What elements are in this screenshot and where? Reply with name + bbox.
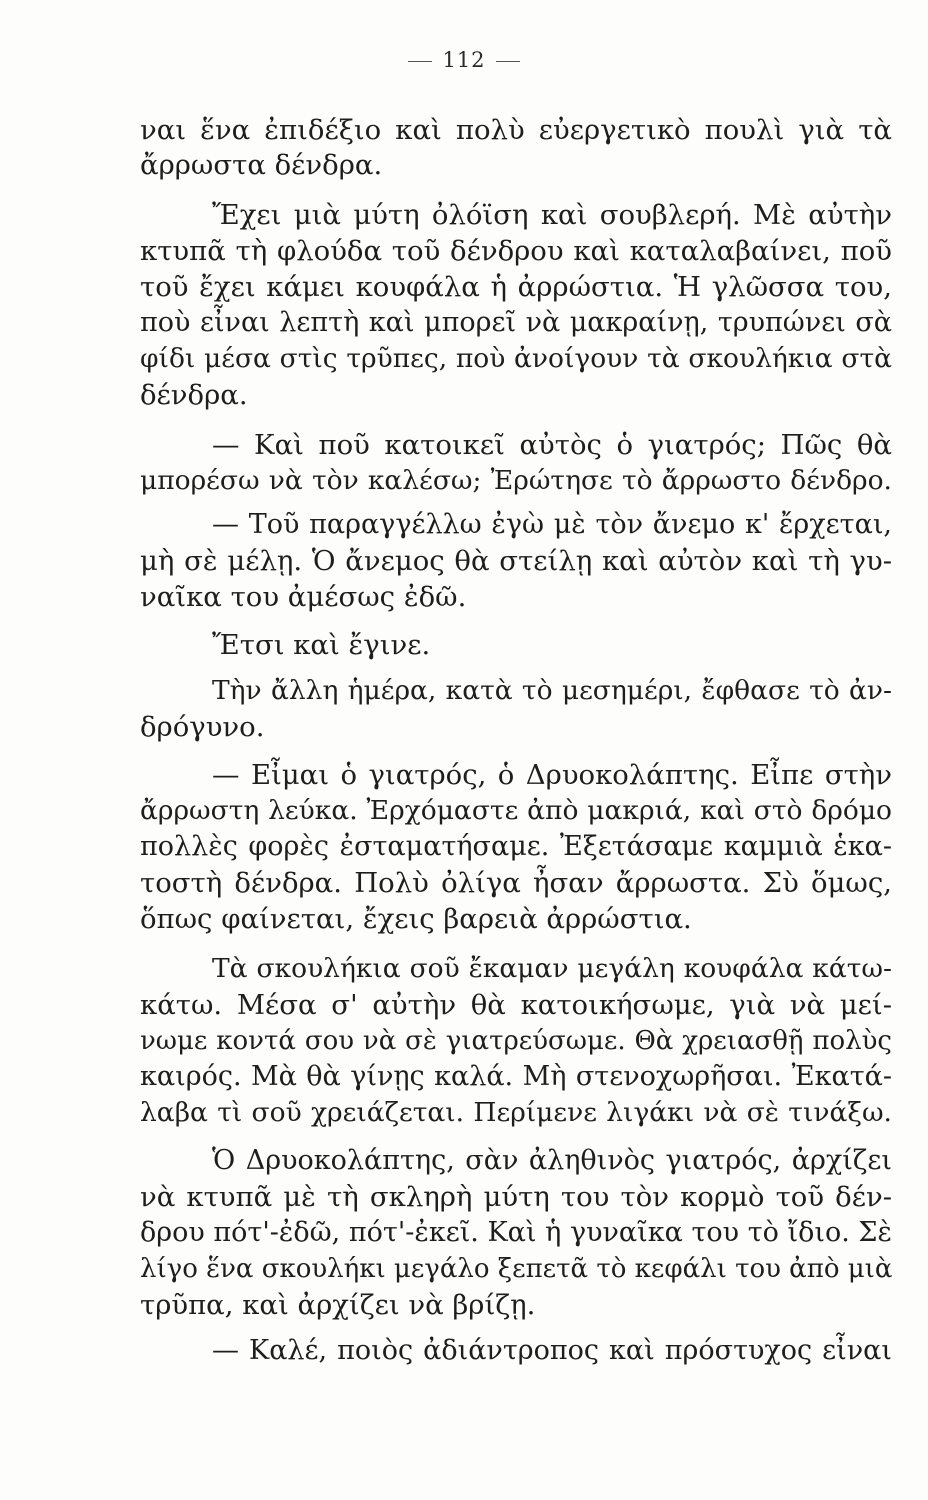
- text-line: καιρός. Μὰ θὰ γίνῃς καλά. Μὴ στενοχωρῆσαι. Ἐκατά-: [140, 1061, 892, 1092]
- text-line: — Εἶμαι ὁ γιατρός, ὁ Δρυοκολάπτης. Εἶπε στὴν: [212, 759, 892, 791]
- text-line: δρου πότ'-ἐδῶ, πότ'-ἐκεῖ. Καὶ ἡ γυναῖκα του τὸ ἴδιο. Σὲ: [140, 1217, 892, 1248]
- text-line: κτυπᾶ τὴ φλούδα τοῦ δένδρου καὶ καταλαβαίνει, ποῦ: [140, 235, 892, 267]
- page-number: 112: [442, 48, 486, 72]
- text-line: λίγο ἕνα σκουλήκι μεγάλο ξεπετᾶ τὸ κεφάλι του ἀπὸ μιὰ: [140, 1254, 893, 1284]
- text-line: κάτω. Μέσα σ' αὐτὴν θὰ κατοικήσωμε, γιὰ νὰ μεί-: [140, 989, 892, 1021]
- text-line: πολλὲς φορὲς ἐσταματήσαμε. Ἐξετάσαμε καμμιὰ ἑκα-: [140, 831, 892, 862]
- text-line: — Καὶ ποῦ κατοικεῖ αὐτὸς ὁ γιατρός; Πῶς θὰ: [212, 429, 892, 461]
- text-line: δρόγυνο.: [140, 711, 265, 743]
- text-line: τοῦ ἔχει κάμει κουφάλα ἡ ἀρρώστια. Ἡ γλῶσσα του,: [140, 271, 892, 303]
- text-line: — Καλέ, ποιὸς ἀδιάντροπος καὶ πρόστυχος εἶναι: [212, 1335, 892, 1366]
- text-line: ποὺ εἶναι λεπτὴ καὶ μπορεῖ νὰ μακραίνῃ, τρυπώνει σὰ: [140, 307, 892, 338]
- text-line: φίδι μέσα στὶς τρῦπες, ποὺ ἀνοίγουν τὰ σκουλήκια στὰ: [140, 343, 892, 374]
- text-line: τρῦπα, καὶ ἀρχίζει νὰ βρίζῃ.: [140, 1289, 536, 1321]
- text-line: νωμε κοντά σου νὰ σὲ γιατρεύσωμε. Θὰ χρειασθῇ πολὺς: [140, 1026, 892, 1056]
- text-line: Τὰ σκουλήκια σοῦ ἔκαμαν μεγάλη κουφάλα κάτω-: [212, 953, 892, 984]
- text-line: μὴ σὲ μέλῃ. Ὁ ἄνεμος θὰ στείλῃ καὶ αὐτὸν καὶ τὴ γυ-: [140, 545, 892, 577]
- right-dash: [496, 61, 520, 62]
- text-line: ἄρρωστη λεύκα. Ἐρχόμαστε ἀπὸ μακριά, καὶ στὸ δρόμο: [140, 795, 892, 826]
- text-line: ναῖκα του ἀμέσως ἐδῶ.: [140, 581, 467, 613]
- text-line: ναι ἕνα ἐπιδέξιο καὶ πολὺ εὐεργετικὸ πουλὶ γιὰ τὰ: [140, 114, 892, 146]
- text-line: ἄρρωστα δένδρα.: [140, 149, 383, 181]
- text-line: λαβα τὶ σοῦ χρειάζεται. Περίμενε λιγάκι νὰ σὲ τινάξω.: [140, 1097, 892, 1128]
- left-dash: [408, 61, 432, 62]
- text-line: Ὁ Δρυοκολάπτης, σὰν ἀληθινὸς γιατρός, ἀρχίζει: [212, 1145, 892, 1176]
- text-line: δένδρα.: [140, 379, 248, 411]
- page-number-header: [0, 48, 928, 72]
- text-line: Τὴν ἄλλη ἡμέρα, κατὰ τὸ μεσημέρι, ἔφθασε τὸ ἀν-: [212, 675, 892, 706]
- text-line: τοστὴ δένδρα. Πολὺ ὀλίγα ἦσαν ἄρρωστα. Σὺ ὅμως,: [140, 867, 892, 899]
- text-line: Ἔτσι καὶ ἔγινε.: [212, 629, 431, 661]
- text-line: Ἔχει μιὰ μύτη ὀλόϊση καὶ σουβλερή. Μὲ αὐτὴν: [212, 199, 892, 231]
- text-line: ὅπως φαίνεται, ἔχεις βαρειὰ ἀρρώστια.: [140, 903, 692, 935]
- text-line: — Τοῦ παραγγέλλω ἐγὼ μὲ τὸν ἄνεμο κ' ἔρχεται,: [212, 509, 892, 540]
- text-line: νὰ κτυπᾶ μὲ τὴ σκληρὴ μύτη του τὸν κορμὸ τοῦ δέν-: [140, 1181, 892, 1213]
- text-line: μπορέσω νὰ τὸν καλέσω; Ἐρώτησε τὸ ἄρρωστο δένδρο.: [140, 465, 892, 496]
